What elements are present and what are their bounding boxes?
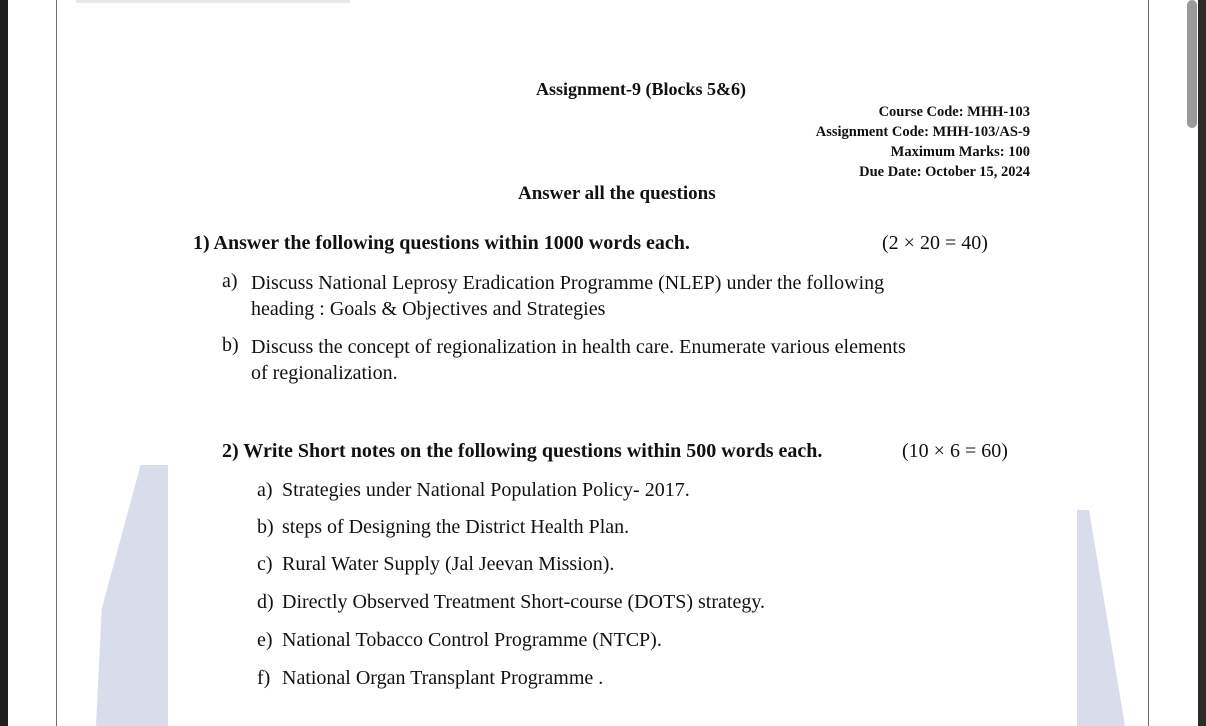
watermark-arc-right (1077, 510, 1125, 726)
q2-item-text: Rural Water Supply (Jal Jeevan Mission). (282, 553, 615, 575)
due-date: Due Date: October 15, 2024 (859, 164, 1030, 180)
q1-item-label: b) (222, 334, 239, 356)
q2-item-text: steps of Designing the District Health Plan. (282, 516, 630, 538)
scrollbar-thumb[interactable] (1187, 0, 1197, 128)
q1-item-text: of regionalization. (251, 362, 398, 384)
q2-item-label: f) (257, 667, 271, 689)
q2-item-text: National Organ Transplant Programme . (282, 667, 604, 689)
question-1-marks: (2 × 20 = 40) (882, 232, 988, 254)
q2-item-text: Directly Observed Treatment Short-course (DOTS) strategy. (282, 591, 766, 613)
window-edge (0, 0, 8, 726)
q2-item-label: b) (257, 516, 274, 538)
question-1-heading: 1) Answer the following questions within 1000 words each. (193, 232, 690, 254)
q1-item-label: a) (222, 270, 238, 292)
q1-item-text: Discuss the concept of regionalization in health care. Enumerate various elements (251, 336, 906, 358)
q2-item-label: c) (257, 553, 273, 575)
q2-item-label: a) (257, 479, 273, 501)
q2-item-label: d) (257, 591, 274, 613)
maximum-marks: Maximum Marks: 100 (890, 144, 1030, 160)
q1-item-text: heading : Goals & Objectives and Strategies (251, 298, 606, 320)
assignment-title: Assignment-9 (Blocks 5&6) (536, 79, 746, 99)
page-border-right (1148, 0, 1149, 726)
question-2-marks: (10 × 6 = 60) (902, 440, 1008, 462)
page-top-strip (76, 0, 350, 3)
q2-item-label: e) (257, 629, 273, 651)
q2-item-text: Strategies under National Population Policy- 2017. (282, 479, 690, 501)
question-2-heading: 2) Write Short notes on the following questions within 500 words each. (222, 440, 823, 462)
scrollbar-track[interactable] (1198, 0, 1206, 726)
document-page (8, 0, 1198, 726)
course-code: Course Code: MHH-103 (878, 104, 1030, 120)
instruction: Answer all the questions (518, 183, 716, 204)
q2-item-text: National Tobacco Control Programme (NTCP). (282, 629, 662, 651)
assignment-code: Assignment Code: MHH-103/AS-9 (815, 124, 1030, 140)
q1-item-text: Discuss National Leprosy Eradication Programme (NLEP) under the following (251, 272, 885, 294)
watermark-arc-left (96, 465, 168, 726)
page-border-left (56, 0, 57, 726)
